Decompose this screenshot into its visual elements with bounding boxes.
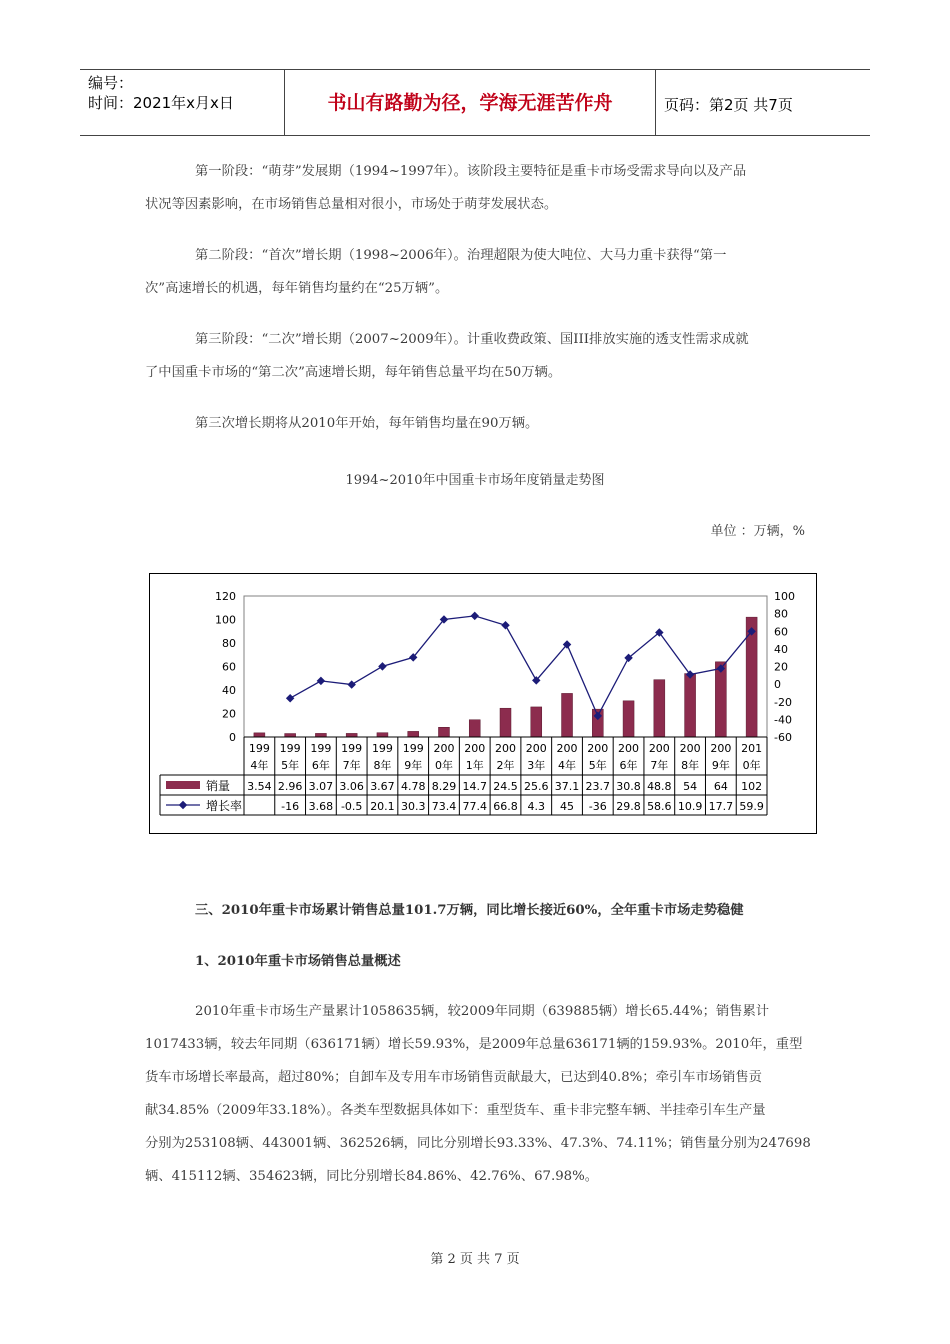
category-label-top: 200	[495, 742, 516, 755]
point-growth-rate	[378, 662, 386, 670]
header-bottom-rule	[80, 135, 870, 136]
left-axis-tick-label: 20	[222, 707, 236, 721]
category-label-bottom: 3年	[527, 759, 546, 772]
paragraph-overview	[145, 995, 811, 1193]
left-axis-tick-label: 0	[229, 731, 236, 744]
category-label-top: 200	[618, 742, 640, 755]
paragraph-stage-3-outlook	[145, 407, 805, 440]
point-growth-rate	[347, 680, 355, 688]
bar-sales	[715, 662, 726, 737]
data-label-sales: 64	[713, 780, 728, 793]
data-label-growth: 77.4	[462, 800, 487, 813]
data-label-sales: 23.7	[585, 780, 611, 793]
document-date: 时间：2021年x月x日	[88, 94, 234, 112]
data-label-growth: 20.1	[370, 800, 395, 813]
point-growth-rate	[286, 694, 294, 702]
category-label-bottom: 5年	[281, 759, 300, 772]
category-label-top: 199	[279, 742, 301, 755]
data-label-growth: 66.8	[493, 800, 518, 813]
paragraph-line: 2010年重卡市场生产量累计1058635辆，较2009年同期（639885辆）增长65.44%；销售累计	[195, 1004, 770, 1019]
data-label-sales: 8.29	[431, 780, 457, 793]
left-axis-tick-label: 80	[222, 637, 236, 650]
data-label-sales: 102	[741, 780, 763, 793]
data-label-growth: 58.6	[647, 800, 672, 813]
right-axis-tick-label: 100	[774, 590, 795, 603]
data-label-sales: 30.8	[616, 780, 641, 793]
right-axis-tick-label: 80	[774, 607, 788, 621]
paragraph-line: 第二阶段：“首次”增长期（1998~2006年）。治理超限为使大吨位、大马力重卡获得“第一	[195, 248, 727, 263]
category-label-bottom: 6年	[619, 759, 638, 772]
right-axis-tick-label: 60	[774, 625, 788, 639]
data-label-sales: 54	[683, 780, 698, 793]
legend-label-sales: 销量	[206, 779, 231, 793]
data-label-growth: 3.68	[308, 800, 334, 813]
point-growth-rate	[470, 612, 478, 620]
paragraph-line: 第三次增长期将从2010年开始，每年销售均量在90万辆。	[195, 416, 539, 431]
category-label-bottom: 8年	[681, 759, 700, 772]
bar-sales	[623, 701, 634, 737]
data-label-growth: -0.5	[340, 800, 363, 813]
data-label-growth: 10.9	[677, 800, 703, 813]
category-label-bottom: 4年	[558, 759, 577, 772]
bar-sales	[500, 708, 511, 737]
category-label-top: 201	[741, 742, 763, 755]
bar-sales	[346, 733, 357, 737]
data-label-growth: 4.3	[527, 800, 546, 813]
bar-sales	[315, 733, 326, 737]
data-label-sales: 14.7	[462, 780, 487, 793]
legend-marker-growth	[179, 801, 187, 809]
bar-sales	[254, 733, 265, 737]
paragraph-line: 辆、415112辆、354623辆，同比分别增长84.86%、42.76%、67.98%。	[145, 1169, 599, 1184]
sub-heading: 1、2010年重卡市场销售总量概述	[195, 954, 401, 969]
right-axis-tick-label: -40	[774, 713, 792, 727]
bar-sales	[438, 727, 449, 737]
point-growth-rate	[501, 621, 509, 629]
bar-sales	[654, 680, 665, 737]
bar-sales	[285, 734, 296, 737]
section-heading: 三、2010年重卡市场累计销售总量101.7万辆，同比增长接近60%，全年重卡市场走势稳健	[195, 903, 744, 918]
data-label-growth: 59.9	[739, 800, 764, 813]
category-label-top: 200	[433, 742, 455, 755]
paragraph-stage-1	[145, 155, 805, 221]
data-label-growth: 45	[560, 800, 575, 813]
category-label-bottom: 8年	[373, 759, 392, 772]
paragraph-line: 第一阶段：“萌芽”发展期（1994~1997年）。该阶段主要特征是重卡市场受需求导向以及产品	[195, 164, 747, 179]
data-label-growth: 73.4	[431, 800, 457, 813]
paragraph-line: 1017433辆，较去年同期（636171辆）增长59.93%，是2009年总量636171辆的159.93%。2010年，重型	[145, 1037, 803, 1052]
right-axis-tick-label: 40	[774, 642, 788, 656]
category-label-bottom: 1年	[465, 759, 484, 772]
category-label-top: 200	[679, 742, 701, 755]
category-label-top: 200	[556, 742, 578, 755]
page-code: 页码：第2页 共7页	[664, 96, 793, 114]
category-label-bottom: 9年	[404, 759, 423, 772]
document-number-label: 编号：	[88, 74, 134, 92]
category-label-bottom: 7年	[342, 759, 361, 772]
page-footer: 第 2 页 共 7 页	[430, 1252, 520, 1267]
paragraph-stage-3	[145, 323, 805, 389]
data-label-sales: 25.6	[524, 780, 549, 793]
data-label-growth: -16	[281, 800, 300, 813]
category-label-top: 199	[341, 742, 363, 755]
point-growth-rate	[317, 677, 325, 685]
data-label-sales: 3.67	[370, 780, 395, 793]
data-label-sales: 2.96	[277, 780, 303, 793]
category-label-top: 199	[402, 742, 424, 755]
line-growth-rate	[290, 616, 751, 716]
right-axis-tick-label: -60	[774, 731, 792, 744]
category-label-top: 199	[371, 742, 393, 755]
category-label-bottom: 4年	[250, 759, 269, 772]
data-label-sales: 24.5	[493, 780, 518, 793]
left-axis-tick-label: 60	[222, 660, 236, 674]
category-label-top: 199	[248, 742, 270, 755]
paragraph-line: 货车市场增长率最高，超过80%；自卸车及专用车市场销售贡献最大，已达到40.8%；牵引车市场销售贡	[145, 1070, 762, 1085]
data-label-sales: 4.78	[400, 780, 426, 793]
left-axis-tick-label: 120	[215, 590, 236, 603]
bar-sales	[469, 720, 480, 737]
paragraph-line: 次”高速增长的机遇，每年销售均量约在“25万辆”。	[145, 281, 449, 296]
right-axis-tick-label: -20	[774, 695, 792, 709]
paragraph-line: 状况等因素影响，在市场销售总量相对很小，市场处于萌芽发展状态。	[145, 197, 558, 212]
legend-label-growth: 增长率	[206, 799, 243, 813]
category-label-bottom: 7年	[650, 759, 669, 772]
bar-sales	[408, 731, 419, 737]
category-label-top: 200	[525, 742, 547, 755]
left-axis-tick-label: 100	[215, 613, 236, 627]
data-label-growth: -36	[588, 800, 607, 813]
category-label-bottom: 9年	[711, 759, 730, 772]
right-axis-tick-label: 0	[774, 678, 781, 692]
bar-sales	[562, 693, 573, 737]
category-label-top: 199	[310, 742, 332, 755]
sales-chart-svg	[150, 574, 816, 833]
data-label-sales: 48.8	[647, 780, 672, 793]
bar-sales	[685, 674, 696, 737]
category-label-top: 200	[648, 742, 670, 755]
category-label-bottom: 0年	[434, 759, 453, 772]
category-label-bottom: 6年	[311, 759, 330, 772]
bar-sales	[531, 707, 542, 737]
data-label-sales: 37.1	[554, 780, 580, 793]
unit-label: 单位 ：万辆，%	[710, 524, 805, 539]
left-axis-tick-label: 40	[222, 684, 236, 697]
category-label-bottom: 2年	[496, 759, 515, 772]
data-label-sales: 3.07	[308, 780, 334, 793]
data-label-sales: 3.06	[339, 780, 364, 793]
paragraph-line: 献34.85%（2009年33.18%）。各类车型数据具体如下：重型货车、重卡非完整车辆、半挂牵引车生产量	[145, 1103, 766, 1118]
category-label-bottom: 0年	[742, 759, 761, 772]
header-divider-right	[655, 69, 656, 135]
data-label-growth: 30.3	[400, 800, 426, 813]
right-axis-tick-label: 20	[774, 660, 788, 674]
header-top-rule	[80, 69, 870, 70]
legend-swatch-sales	[166, 781, 200, 789]
data-label-growth: 17.7	[708, 800, 734, 813]
paragraph-line: 第三阶段：“二次”增长期（2007~2009年）。计重收费政策、国III排放实施的透支性需求成就	[195, 332, 749, 347]
chart-title: 1994~2010年中国重卡市场年度销量走势图	[345, 473, 605, 488]
bar-sales	[377, 733, 388, 737]
data-label-sales: 3.54	[247, 780, 272, 793]
data-label-growth: 29.8	[616, 800, 641, 813]
paragraph-line: 了中国重卡市场的“第二次”高速增长期，每年销售总量平均在50万辆。	[145, 365, 562, 380]
category-label-top: 200	[464, 742, 486, 755]
category-label-top: 200	[587, 742, 609, 755]
sales-chart	[149, 573, 817, 834]
category-label-top: 200	[710, 742, 732, 755]
paragraph-line: 分别为253108辆、443001辆、362526辆，同比分别增长93.33%、47.3%、74.11%；销售量分别为247698	[145, 1136, 811, 1151]
paragraph-stage-2	[145, 239, 805, 305]
header-motto: 书山有路勤为径，学海无涯苦作舟	[327, 92, 613, 114]
category-label-bottom: 5年	[588, 759, 607, 772]
